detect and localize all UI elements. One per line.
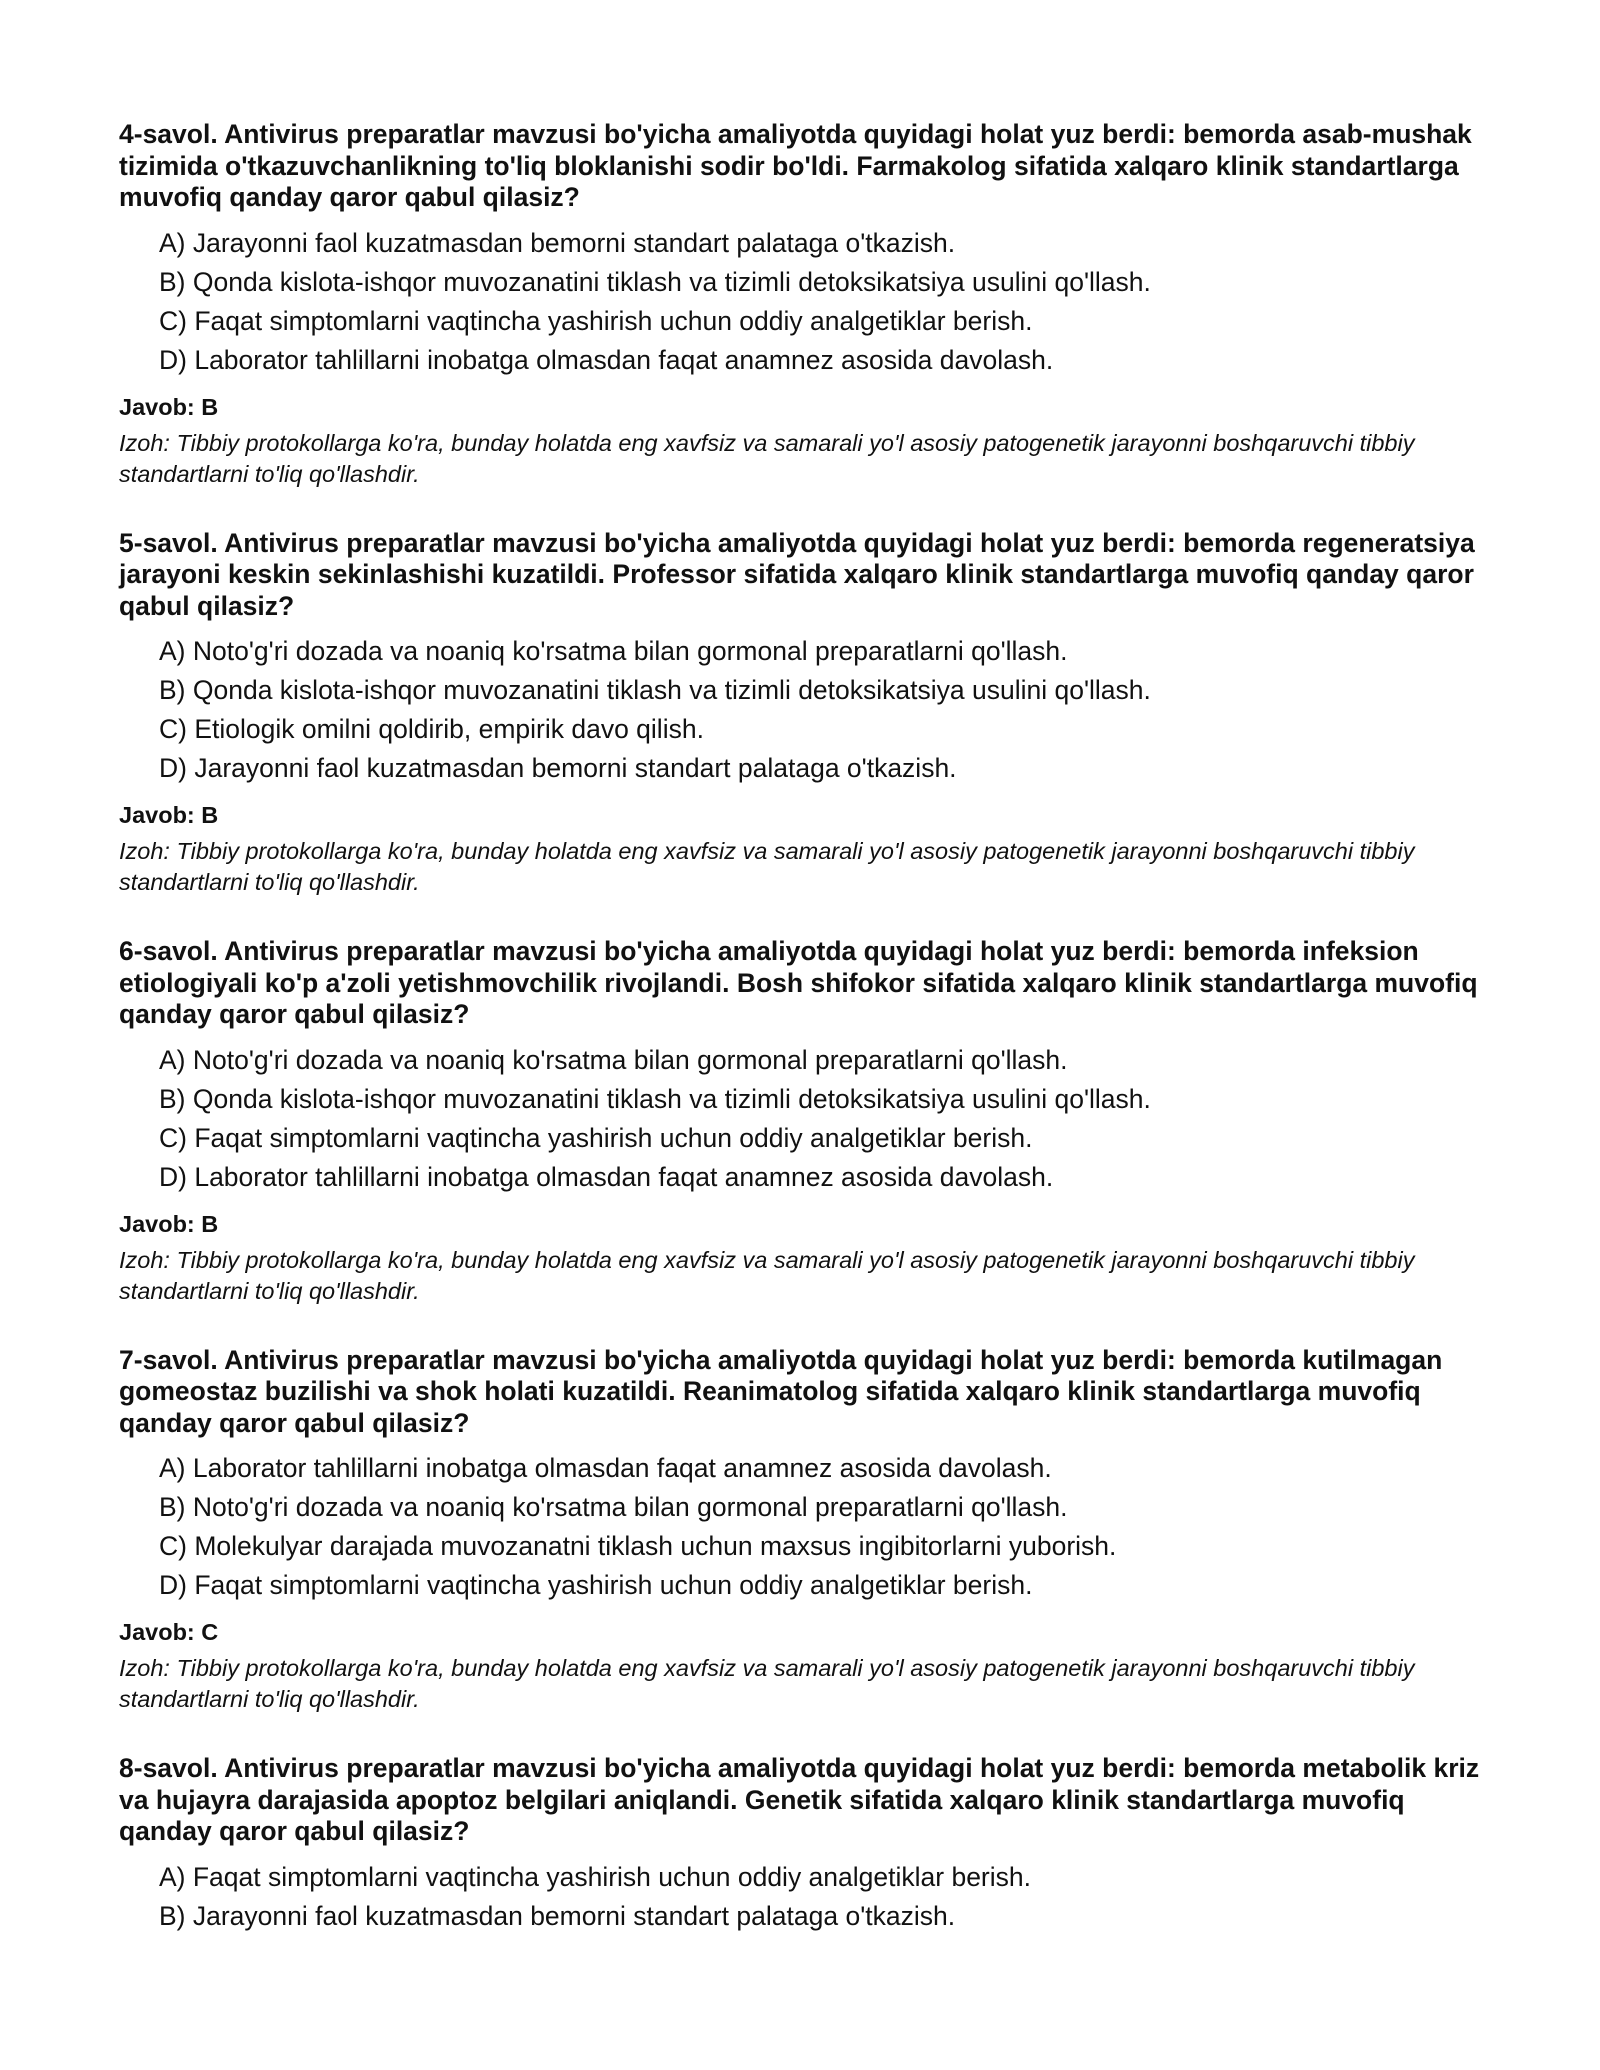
question-5 xyxy=(119,528,1499,899)
option-d: D) Laborator tahlillarni inobatga olmasdan faqat anamnez asosida davolash. xyxy=(159,344,1054,375)
answer-label: Javob: xyxy=(119,802,195,828)
answer-value: B xyxy=(201,802,219,828)
answer-line xyxy=(119,1617,1499,1647)
question-8 xyxy=(119,1753,1499,1936)
answer-label: Javob: xyxy=(119,393,195,420)
option-c: C) Etiologik omilni qoldirib, empirik davo qilish. xyxy=(159,714,704,744)
option-list xyxy=(119,632,1499,788)
option-d: D) Faqat simptomlarni vaqtincha yashirish uchun oddiy analgetiklar berish. xyxy=(159,1570,1033,1600)
option-a: A) Laborator tahlillarni inobatga olmasdan faqat anamnez asosida davolash. xyxy=(159,1453,1052,1483)
option-a: A) Noto'g'ri dozada va noaniq ko'rsatma bilan gormonal preparatlarni qo'llash. xyxy=(159,1044,1068,1075)
question-text: 4-savol. Antivirus preparatlar mavzusi bo'yicha amaliyotda quyidagi holat yuz berdi: bemorda asab-mushak tizimida o'tkazuvchanlikning to'liq bloklanishi sodir bo'ldi. Farmakolog sifatida xalqaro klinik standartlarga muvofiq qanday qaror qabul qilasiz? xyxy=(119,119,1472,212)
question-7 xyxy=(119,1345,1499,1716)
answer-label: Javob: xyxy=(119,1210,195,1237)
option-a: A) Faqat simptomlarni vaqtincha yashirish uchun oddiy analgetiklar berish. xyxy=(159,1861,1031,1892)
answer-label: Javob: xyxy=(119,1619,195,1645)
explanation: Izoh: Tibbiy protokollarga ko'ra, bunday holatda eng xavfsiz va samarali yo'l asosiy patogenetik jarayonni boshqaruvchi tibbiy standartlarni to'liq qo'llashdir. xyxy=(119,1246,1415,1304)
answer-line xyxy=(119,1209,1499,1239)
explanation: Izoh: Tibbiy protokollarga ko'ra, bunday holatda eng xavfsiz va samarali yo'l asosiy patogenetik jarayonni boshqaruvchi tibbiy standartlarni to'liq qo'llashdir. xyxy=(119,838,1415,895)
option-b: B) Qonda kislota-ishqor muvozanatini tiklash va tizimli detoksikatsiya usulini qo'llash. xyxy=(159,675,1151,705)
option-a: A) Jarayonni faol kuzatmasdan bemorni standart palataga o'tkazish. xyxy=(159,227,956,258)
answer-line xyxy=(119,392,1499,422)
option-b: B) Jarayonni faol kuzatmasdan bemorni standart palataga o'tkazish. xyxy=(159,1900,956,1931)
option-a: A) Noto'g'ri dozada va noaniq ko'rsatma bilan gormonal preparatlarni qo'llash. xyxy=(159,636,1068,666)
document-page xyxy=(119,119,1499,1974)
option-c: C) Faqat simptomlarni vaqtincha yashirish uchun oddiy analgetiklar berish. xyxy=(159,1122,1033,1153)
question-6 xyxy=(119,936,1499,1307)
option-list xyxy=(119,1449,1499,1605)
option-d: D) Jarayonni faol kuzatmasdan bemorni standart palataga o'tkazish. xyxy=(159,753,957,783)
question-text: 8-savol. Antivirus preparatlar mavzusi bo'yicha amaliyotda quyidagi holat yuz berdi: bemorda metabolik kriz va hujayra darajasida apoptoz belgilari aniqlandi. Genetik sifatida xalqaro klinik standartlarga muvofiq qanday qaror qabul qilasiz? xyxy=(119,1753,1480,1846)
option-list xyxy=(119,1858,1499,1936)
answer-value: B xyxy=(201,1210,219,1237)
answer-value: C xyxy=(201,1619,219,1645)
option-b: B) Qonda kislota-ishqor muvozanatini tiklash va tizimli detoksikatsiya usulini qo'llash. xyxy=(159,1083,1151,1114)
question-text: 6-savol. Antivirus preparatlar mavzusi bo'yicha amaliyotda quyidagi holat yuz berdi: bemorda infeksion etiologiyali ko'p a'zoli yetishmovchilik rivojlandi. Bosh shifokor sifatida xalqaro klinik standartlarga muvofiq qanday qaror qabul qilasiz? xyxy=(119,936,1478,1029)
option-b: B) Noto'g'ri dozada va noaniq ko'rsatma bilan gormonal preparatlarni qo'llash. xyxy=(159,1492,1068,1522)
option-d: D) Laborator tahlillarni inobatga olmasdan faqat anamnez asosida davolash. xyxy=(159,1161,1054,1192)
option-c: C) Molekulyar darajada muvozanatni tiklash uchun maxsus ingibitorlarni yuborish. xyxy=(159,1531,1117,1561)
answer-line xyxy=(119,800,1499,830)
explanation: Izoh: Tibbiy protokollarga ko'ra, bunday holatda eng xavfsiz va samarali yo'l asosiy patogenetik jarayonni boshqaruvchi tibbiy standartlarni to'liq qo'llashdir. xyxy=(119,429,1415,487)
explanation: Izoh: Tibbiy protokollarga ko'ra, bunday holatda eng xavfsiz va samarali yo'l asosiy patogenetik jarayonni boshqaruvchi tibbiy standartlarni to'liq qo'llashdir. xyxy=(119,1655,1415,1712)
question-text: 7-savol. Antivirus preparatlar mavzusi bo'yicha amaliyotda quyidagi holat yuz berdi: bemorda kutilmagan gomeostaz buzilishi va shok holati kuzatildi. Reanimatolog sifatida xalqaro klinik standartlarga muvofiq qanday qaror qabul qilasiz? xyxy=(119,1344,1443,1438)
option-list xyxy=(119,224,1499,380)
option-list xyxy=(119,1041,1499,1197)
answer-value: B xyxy=(201,393,219,420)
option-b: B) Qonda kislota-ishqor muvozanatini tiklash va tizimli detoksikatsiya usulini qo'llash. xyxy=(159,266,1151,297)
question-text: 5-savol. Antivirus preparatlar mavzusi bo'yicha amaliyotda quyidagi holat yuz berdi: bemorda regeneratsiya jarayoni keskin sekinlashishi kuzatildi. Professor sifatida xalqaro klinik standartlarga muvofiq qanday qaror qabul qilasiz? xyxy=(119,527,1475,621)
question-4 xyxy=(119,119,1499,490)
option-c: C) Faqat simptomlarni vaqtincha yashirish uchun oddiy analgetiklar berish. xyxy=(159,305,1033,336)
